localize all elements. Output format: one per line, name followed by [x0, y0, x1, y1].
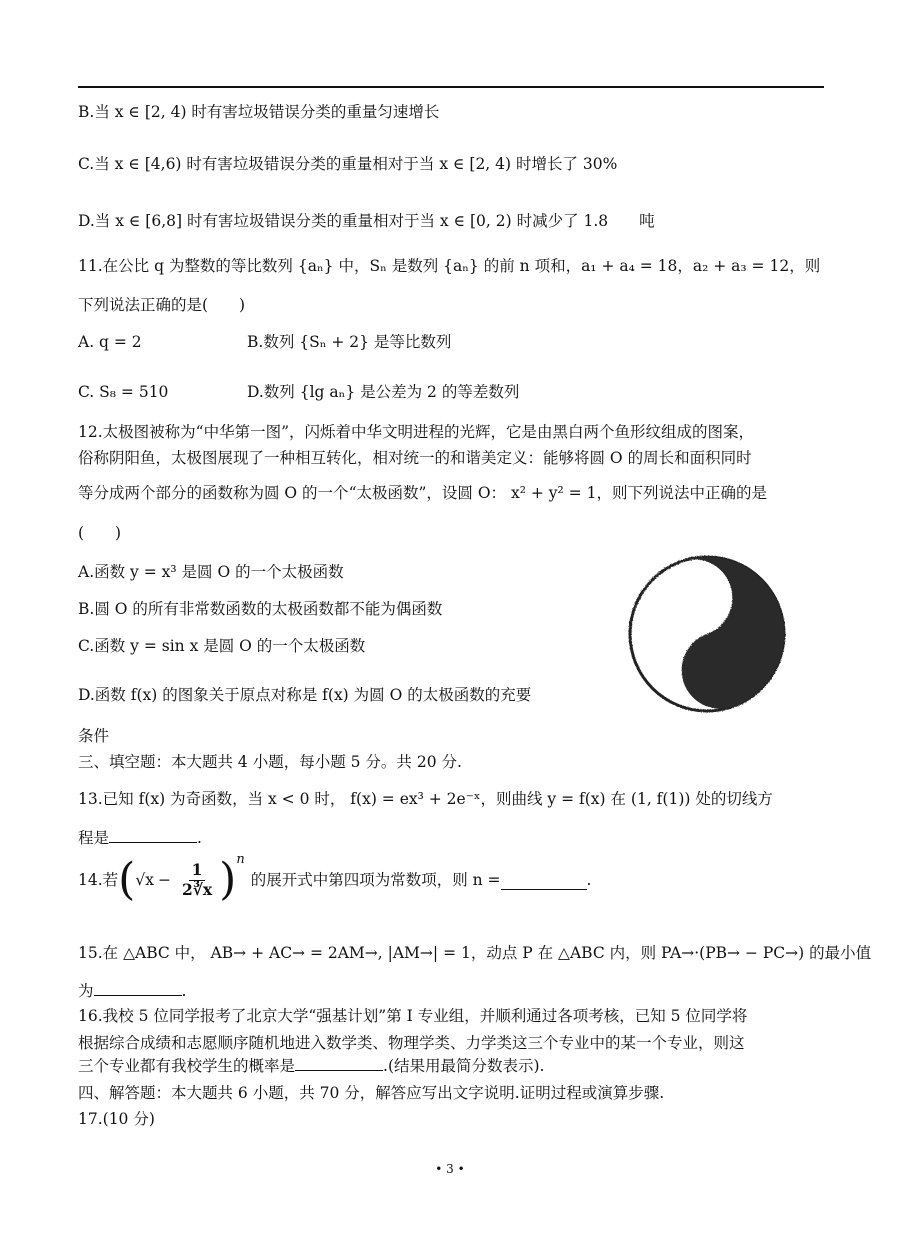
q11-option-a: A. q = 2 [78, 333, 142, 351]
taiji-black-dot [709, 659, 731, 681]
q15-answer-blank[interactable] [94, 995, 182, 996]
taiji-white-dot [683, 587, 705, 609]
q13-line2 [78, 829, 202, 848]
q14-line [78, 852, 592, 905]
q16-line3 [78, 1057, 544, 1076]
q16-answer-blank[interactable] [295, 1070, 383, 1071]
q12-stem-line2: 俗称阴阳鱼，太极图展现了一种相互转化，相对统一的和谐美定义：能够将圆 O 的周长和面积同时 [78, 449, 752, 467]
q13-text: 程是 [78, 829, 110, 847]
q13-line1: 13.已知 f(x) 为奇函数，当 x < 0 时， f(x) = ex³ + 2e⁻ˣ，则曲线 y = f(x) 在 (1, f(1)) 处的切线方 [78, 790, 773, 808]
q14-period: . [586, 870, 592, 889]
q12-option-b: B.圆 O 的所有非常数函数的太极函数都不能为偶函数 [78, 600, 443, 618]
q14-minus: − [157, 870, 171, 889]
q14-denominator: 2∛x [181, 879, 213, 899]
q10-option-d: D.当 x ∈ [6,8] 时有害垃圾错误分类的重量相对于当 x ∈ [0, 2) 时减少了 1.8 吨 [78, 212, 655, 230]
q11-option-c: C. S₈ = 510 [78, 383, 169, 401]
section-4-heading: 四、解答题：本大题共 6 小题，共 70 分，解答应写出文字说明.证明过程或演算步骤. [78, 1084, 665, 1102]
q15-line2 [78, 982, 186, 1001]
q17-heading: 17.(10 分) [78, 1110, 155, 1128]
q14-exponent: n [236, 852, 245, 868]
q16-line1: 16.我校 5 位同学报考了北京大学“强基计划”第 I 专业组，并顺利通过各项考核，已知 5 位同学将 [78, 1007, 748, 1025]
taiji-diagram [615, 555, 799, 713]
q14-text: 的展开式中第四项为常数项，则 n = [250, 870, 501, 889]
q16-line2: 根据综合成绩和志愿顺序随机地进入数学类、物理学类、力学类这三个专业中的某一个专业，则这 [78, 1034, 745, 1052]
q11-option-d: D.数列 {lg aₙ} 是公差为 2 的等差数列 [247, 383, 520, 401]
q14-fraction [179, 861, 215, 899]
q14-sqrt-x: √x [135, 870, 154, 889]
q13-answer-blank[interactable] [109, 842, 197, 843]
q12-stem-line4: ( ) [78, 524, 122, 542]
q14-right-paren: ) [219, 854, 237, 905]
q15-text: 为 [78, 982, 94, 1000]
q14-numerator: 1 [189, 861, 206, 881]
q12-option-a: A.函数 y = x³ 是圆 O 的一个太极函数 [78, 563, 344, 581]
q12-stem-line3: 等分成两个部分的函数称为圆 O 的一个“太极函数”，设圆 O： x² + y² = 1，则下列说法中正确的是 [78, 484, 767, 502]
q15-period: . [181, 982, 187, 1000]
q14-prefix: 14.若 [78, 870, 119, 889]
q12-option-d-line1: D.函数 f(x) 的图象关于原点对称是 f(x) 为圆 O 的太极函数的充要 [78, 686, 532, 704]
q14-answer-blank[interactable] [501, 871, 587, 890]
q10-option-c: C.当 x ∈ [4,6) 时有害垃圾错误分类的重量相对于当 x ∈ [2, 4) 时增长了 30% [78, 155, 618, 173]
q10-option-b: B.当 x ∈ [2, 4) 时有害垃圾错误分类的重量匀速增长 [78, 103, 440, 121]
page-number: • 3 • [435, 1162, 465, 1176]
q11-stem-line2: 下列说法正确的是( ) [78, 296, 246, 314]
q12-option-d-line2: 条件 [78, 727, 110, 745]
q16-text: 三个专业都有我校学生的概率是 [78, 1057, 296, 1075]
q11-stem-line1: 11.在公比 q 为整数的等比数列 {aₙ} 中，Sₙ 是数列 {aₙ} 的前 n 项和，a₁ + a₄ = 18，a₂ + a₃ = 12，则 [78, 257, 821, 275]
q16-tail: .(结果用最简分数表示). [383, 1057, 545, 1075]
q12-option-c: C.函数 y = sin x 是圆 O 的一个太极函数 [78, 637, 366, 655]
q13-period: . [197, 829, 202, 847]
q14-left-paren: ( [118, 854, 136, 905]
q15-line1: 15.在 △ABC 中， AB→ + AC→ = 2AM→, |AM→| = 1，动点 P 在 △ABC 内，则 PA→·(PB→ − PC→) 的最小值 [78, 944, 872, 962]
q11-option-b: B.数列 {Sₙ + 2} 是等比数列 [247, 333, 452, 351]
q12-stem-line1: 12.太极图被称为“中华第一图”，闪烁着中华文明进程的光辉，它是由黑白两个鱼形纹组成的图案， [78, 423, 755, 441]
top-rule [78, 86, 824, 88]
section-3-heading: 三、填空题：本大题共 4 小题，每小题 5 分。共 20 分. [78, 753, 462, 771]
